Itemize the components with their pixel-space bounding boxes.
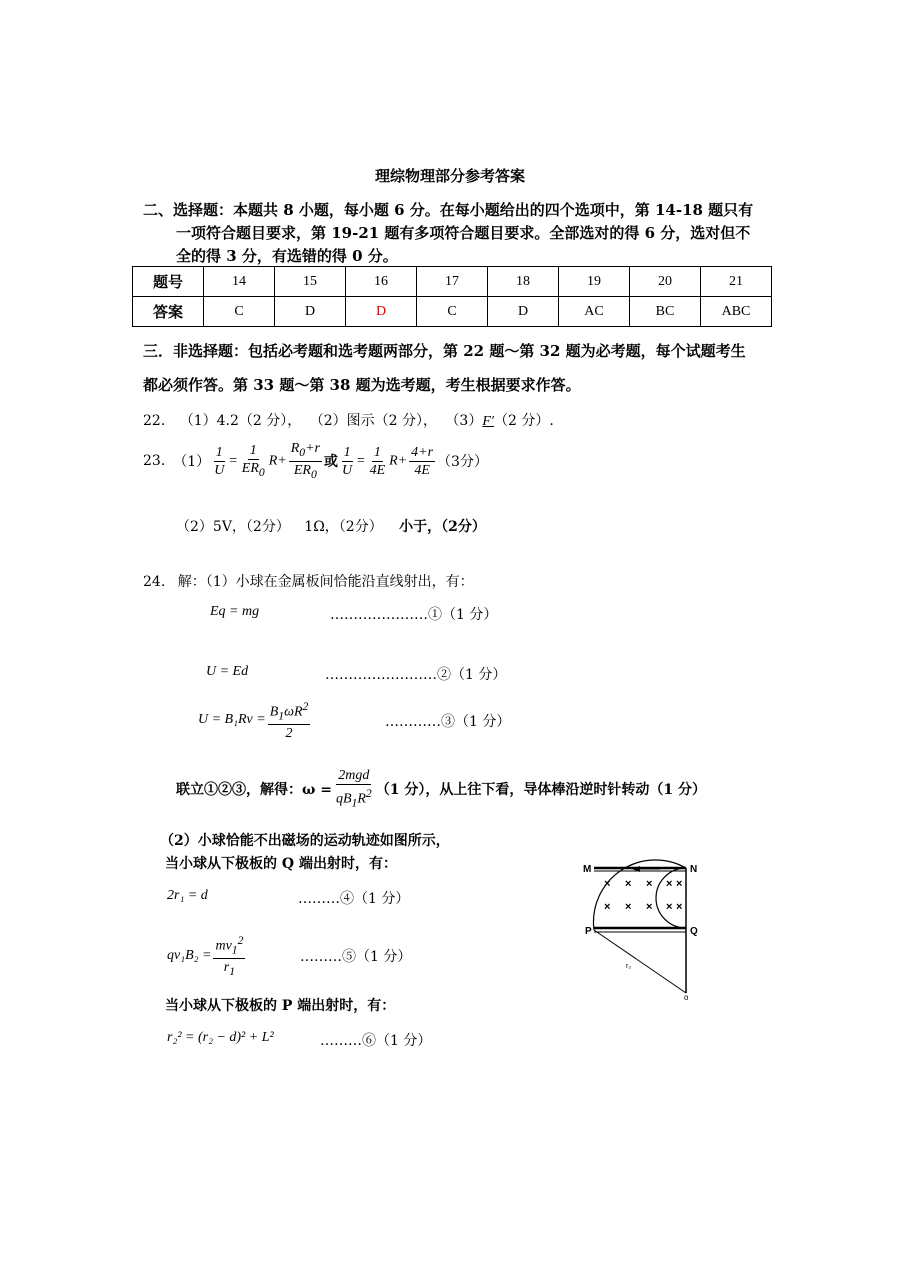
answer-cell-highlighted: D: [346, 297, 417, 327]
magnetic-field-diagram: [580, 858, 710, 1003]
q24-intro-line: [143, 571, 474, 591]
q24-eq6: r₂² = (r₂ − d)² + L²: [167, 1030, 274, 1045]
svg-text:×: ×: [646, 878, 653, 890]
q24-eq4: 2r₁ = d: [167, 888, 208, 903]
svg-text:×: ×: [666, 901, 673, 913]
q23-line1: [143, 440, 488, 483]
radius-r2: [594, 930, 686, 993]
q24-eq6-tag: ………⑥（1 分）: [320, 1033, 432, 1049]
q24-eq3: [198, 698, 312, 742]
q24-eq5-fraction: $\frac{mv_1^2}{r_1}$: [215, 934, 244, 979]
q22-number: 22.: [143, 413, 166, 429]
q23-line2: [176, 516, 486, 536]
q23-part2b: 1Ω，（2分）: [304, 519, 383, 535]
svg-text:×: ×: [676, 901, 683, 913]
q24-eq4-tag: ………④（1 分）: [298, 891, 410, 907]
section2-line3: 全的得 3 分，有选错的得 0 分。: [176, 247, 398, 265]
answer-cell: AC: [559, 297, 630, 327]
svg-text:×: ×: [666, 878, 673, 890]
question-number: 19: [559, 267, 630, 297]
label-o: o: [684, 993, 689, 1002]
svg-text:×: ×: [625, 878, 632, 890]
svg-text:×: ×: [604, 901, 611, 913]
q24-eq3-fraction: $\frac{B_1\omega R^2}{2}$: [269, 700, 309, 742]
q23-part2c: 小于，（2分）: [399, 519, 486, 535]
q23-part2a: （2）5V，（2分）: [176, 519, 290, 535]
q23-part1: （1）: [173, 454, 211, 471]
field-marks: [604, 878, 682, 913]
q24-eq1-tag: …………………①（1 分）: [330, 607, 498, 623]
q22-part1: （1）4.2（2 分），: [179, 413, 302, 429]
trajectory-small: [656, 868, 686, 928]
q24-combine-a: 联立①②③，解得：ω =: [176, 782, 332, 799]
question-number: 20: [630, 267, 701, 297]
q24-eq2-tag: ……………………②（1 分）: [325, 667, 507, 683]
table-row-answers: [133, 297, 772, 327]
section3-line1: 三．非选择题：包括必考题和选考题两部分，第 22 题～第 32 题为必考题，每个试题考生: [143, 342, 746, 360]
q23-score: （3分）: [437, 454, 488, 471]
q24-eq2: U = Ed: [206, 664, 249, 679]
svg-text:×: ×: [604, 878, 611, 890]
table-row-numbers: [133, 267, 772, 297]
answer-cell: BC: [630, 297, 701, 327]
row-header-answer: 答案: [133, 297, 204, 327]
q22-symbol: F′: [482, 414, 494, 429]
question-number: 21: [701, 267, 772, 297]
q24-omega-fraction: $\frac{\text{2mgd}}{qB_1R^2}$: [335, 768, 372, 810]
label-p: P: [585, 926, 592, 937]
q22-part2: （2）图示（2 分），: [309, 413, 437, 429]
q24-eq5-tag: ………⑤（1 分）: [300, 949, 412, 965]
question-number: 18: [488, 267, 559, 297]
section3-line2: 都必须作答。第 33 题～第 38 题为选考题，考生根据要求作答。: [143, 376, 581, 394]
answer-cell: ABC: [701, 297, 772, 327]
q23-number: 23.: [143, 453, 166, 470]
answer-cell: D: [488, 297, 559, 327]
q24-intro: 解：（1）小球在金属板间恰能沿直线射出，有：: [177, 574, 474, 590]
q24-number: 24.: [143, 574, 166, 590]
label-n: N: [690, 864, 698, 875]
q24-eq3-left: U = B₁Rv =: [198, 712, 266, 728]
label-r2: r₂: [626, 963, 632, 970]
q24-eq1: Eq = mg: [210, 604, 260, 619]
q22-part3: （3）: [445, 413, 483, 429]
q24-combine: [176, 767, 706, 811]
answer-cell: C: [417, 297, 488, 327]
section2-line1: 二、选择题：本题共 8 小题，每小题 6 分。在每小题给出的四个选项中，第 14-18 题只有: [143, 201, 754, 219]
svg-text:×: ×: [646, 901, 653, 913]
question-number: 15: [275, 267, 346, 297]
page-title: 理综物理部分参考答案: [374, 167, 525, 185]
answer-cell: C: [204, 297, 275, 327]
q24-case1: 当小球从下极板的 Q 端出射时，有：: [165, 856, 397, 872]
question-number: 16: [346, 267, 417, 297]
q24-combine-b: （1 分），从上往下看，导体棒沿逆时针转动（1 分）: [375, 782, 706, 799]
q24-eq5-left: qv₁B₂ =: [167, 948, 212, 964]
q23-formula-b: $\frac{1}{U}$ = $\frac{1}{4E}$ R+ $\frac{4+r}{4E}$: [342, 444, 434, 478]
answer-table: [132, 266, 772, 327]
q22-part3-tail: （2 分）.: [493, 413, 554, 429]
q24-case2: 当小球从下极板的 P 端出射时，有：: [165, 998, 396, 1014]
section2-line2: 一项符合题目要求，第 19-21 题有多项符合题目要求。全部选对的得 6 分，选对但不: [176, 224, 751, 242]
question-number: 14: [204, 267, 275, 297]
q24-eq3-tag: …………③（1 分）: [385, 714, 511, 730]
q23-or: 或: [324, 454, 338, 471]
svg-text:×: ×: [676, 878, 683, 890]
q24-eq5: [167, 932, 247, 980]
question-number: 17: [417, 267, 488, 297]
label-q: Q: [690, 926, 698, 937]
answer-cell: D: [275, 297, 346, 327]
q24-part2: （2）小球恰能不出磁场的运动轨迹如图所示，: [160, 833, 450, 849]
q22-line: [143, 410, 554, 430]
label-m: M: [583, 864, 592, 875]
q23-formula-a: $\frac{1}{U}$ = $\frac{1}{ER_0}$ R+ $\frac{R_0+r}{ER_0}$: [214, 441, 320, 481]
row-header-number: 题号: [133, 267, 204, 297]
svg-text:×: ×: [625, 901, 632, 913]
